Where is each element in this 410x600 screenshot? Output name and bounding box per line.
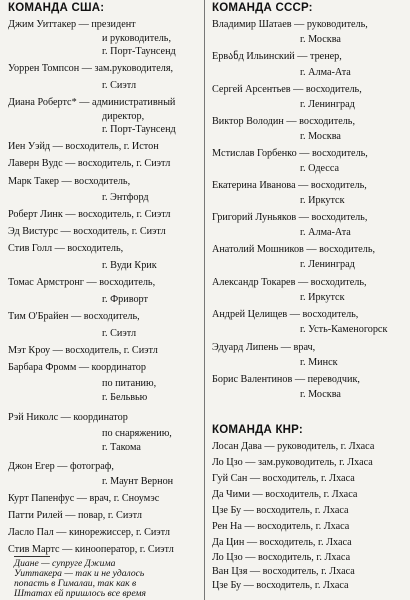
ussr-member-line: г. Ленинград — [300, 99, 355, 110]
ussr-member-line: Екатерина Иванова — восходитель, — [212, 180, 367, 191]
ussr-team-heading: КОМАНДА СССР: — [212, 2, 313, 14]
usa-member-line: Роберт Линк — восходитель, г. Сиэтл — [8, 209, 171, 220]
ussr-member-line: Ервანд Ильинский — тренер, — [212, 51, 342, 62]
china-member-line: Рен На — восходитель, г. Лхаса — [212, 521, 350, 532]
ussr-member-line: Борис Валентинов — переводчик, — [212, 374, 360, 385]
usa-member-line: Джон Егер — фотограф, — [8, 461, 114, 472]
ussr-member-line: г. Иркутск — [300, 195, 345, 206]
china-member-line: Цзе Бу — восходитель, г. Лхаса — [212, 505, 349, 516]
usa-member-line: Стив Мартс — кинооператор, г. Сиэтл — [8, 544, 174, 555]
ussr-member-line: г. Москва — [300, 389, 341, 400]
china-member-line: Ван Цзя — восходитель, г. Лхаса — [212, 566, 355, 577]
footnote-line: Диане — супруге Джима — [14, 558, 116, 569]
ussr-member-line: г. Алма-Ата — [300, 227, 351, 238]
ussr-member-line: г. Алма-Ата — [300, 67, 351, 78]
ussr-member-line: г. Москва — [300, 34, 341, 45]
china-member-line: Лосан Дава — руководитель, г. Лхаса — [212, 441, 375, 452]
usa-member-line: директор, — [102, 111, 145, 122]
ussr-member-line: г. Ленинград — [300, 259, 355, 270]
ussr-member-line: г. Иркутск — [300, 292, 345, 303]
footnote-line: попасть в Гималаи, так как в — [14, 578, 137, 589]
footnote-line: Уиттакера — так и не удалось — [14, 568, 145, 579]
usa-member-line: Ласло Пал — кинорежиссер, г. Сиэтл — [8, 527, 170, 538]
usa-member-line: Иен Уэйд — восходитель, г. Истон — [8, 141, 159, 152]
usa-member-line: г. Сиэтл — [102, 80, 137, 91]
usa-member-line: Курт Папенфус — врач, г. Сноумэс — [8, 493, 160, 504]
usa-member-line: Барбара Фромм — координатор — [8, 362, 146, 373]
ussr-member-line: Григорий Луньяков — восходитель, — [212, 212, 368, 223]
usa-member-line: Рэй Николс — координатор — [8, 412, 128, 423]
ussr-member-line: Анатолий Мошников — восходитель, — [212, 244, 376, 255]
ussr-member-line: Виктор Володин — восходитель, — [212, 116, 355, 127]
usa-member-line: г. Фриворт — [102, 294, 148, 305]
usa-member-line: г. Сиэтл — [102, 328, 137, 339]
usa-member-line: Лаверн Вудс — восходитель, г. Сиэтл — [8, 158, 171, 169]
usa-member-line: и руководитель, — [102, 33, 172, 44]
usa-member-line: Джим Уиттакер — президент — [8, 19, 136, 30]
usa-team-heading: КОМАНДА США: — [8, 2, 105, 14]
ussr-member-line: Сергей Арсентьев — восходитель, — [212, 84, 362, 95]
usa-member-line: Тим О'Брайен — восходитель, — [8, 311, 140, 322]
ussr-member-line: г. Москва — [300, 131, 341, 142]
ussr-member-line: Мстислав Горбенко — восходитель, — [212, 148, 368, 159]
usa-member-line: г. Порт-Таунсенд — [102, 46, 176, 57]
usa-member-line: Марк Такер — восходитель, — [8, 176, 131, 187]
ussr-member-line: г. Минск — [300, 357, 338, 368]
usa-member-line: по снаряжению, — [102, 428, 172, 439]
usa-member-line: г. Вуди Крик — [102, 260, 157, 271]
column-divider — [204, 0, 205, 600]
ussr-member-line: Эдуард Липень — врач, — [212, 342, 316, 353]
china-member-line: Ло Цзо — зам.руководитель, г. Лхаса — [212, 457, 373, 468]
usa-member-line: по питанию, — [102, 378, 157, 389]
ussr-member-line: Александр Токарев — восходитель, — [212, 277, 367, 288]
usa-member-line: Уоррен Томпсон — зам.руководителя, — [8, 63, 174, 74]
usa-member-line: Диана Робертс* — административный — [8, 97, 176, 108]
usa-member-line: г. Порт-Таунсенд — [102, 124, 176, 135]
usa-member-line: Томас Армстронг — восходитель, — [8, 277, 156, 288]
china-member-line: Да Цин — восходитель, г. Лхаса — [212, 537, 352, 548]
usa-member-line: Мэт Кроу — восходитель, г. Сиэтл — [8, 345, 158, 356]
china-member-line: Да Чими — восходитель, г. Лхаса — [212, 489, 358, 500]
usa-member-line: г. Бельвью — [102, 392, 148, 403]
footnote-line: Штатах ей пришлось все время — [14, 588, 146, 599]
china-team-heading: КОМАНДА КНР: — [212, 424, 303, 436]
china-member-line: Ло Цзо — восходитель, г. Лхаса — [212, 552, 351, 563]
usa-member-line: г. Такома — [102, 442, 141, 453]
usa-member-line: Патти Рилей — повар, г. Сиэтл — [8, 510, 142, 521]
china-member-line: Цзе Бу — восходитель, г. Лхаса — [212, 580, 349, 591]
ussr-member-line: г. Усть-Каменогорск — [300, 324, 388, 335]
ussr-member-line: Владимир Шатаев — руководитель, — [212, 19, 368, 30]
usa-member-line: г. Энтфорд — [102, 192, 149, 203]
china-member-line: Гуй Сан — восходитель, г. Лхаса — [212, 473, 355, 484]
ussr-member-line: Андрей Целищев — восходитель, — [212, 309, 359, 320]
footnote-rule — [14, 556, 50, 557]
usa-member-line: Эд Вистурс — восходитель, г. Сиэтл — [8, 226, 166, 237]
ussr-member-line: г. Одесса — [300, 163, 339, 174]
usa-member-line: г. Маунт Вернон — [102, 476, 174, 487]
usa-member-line: Стив Голл — восходитель, — [8, 243, 124, 254]
